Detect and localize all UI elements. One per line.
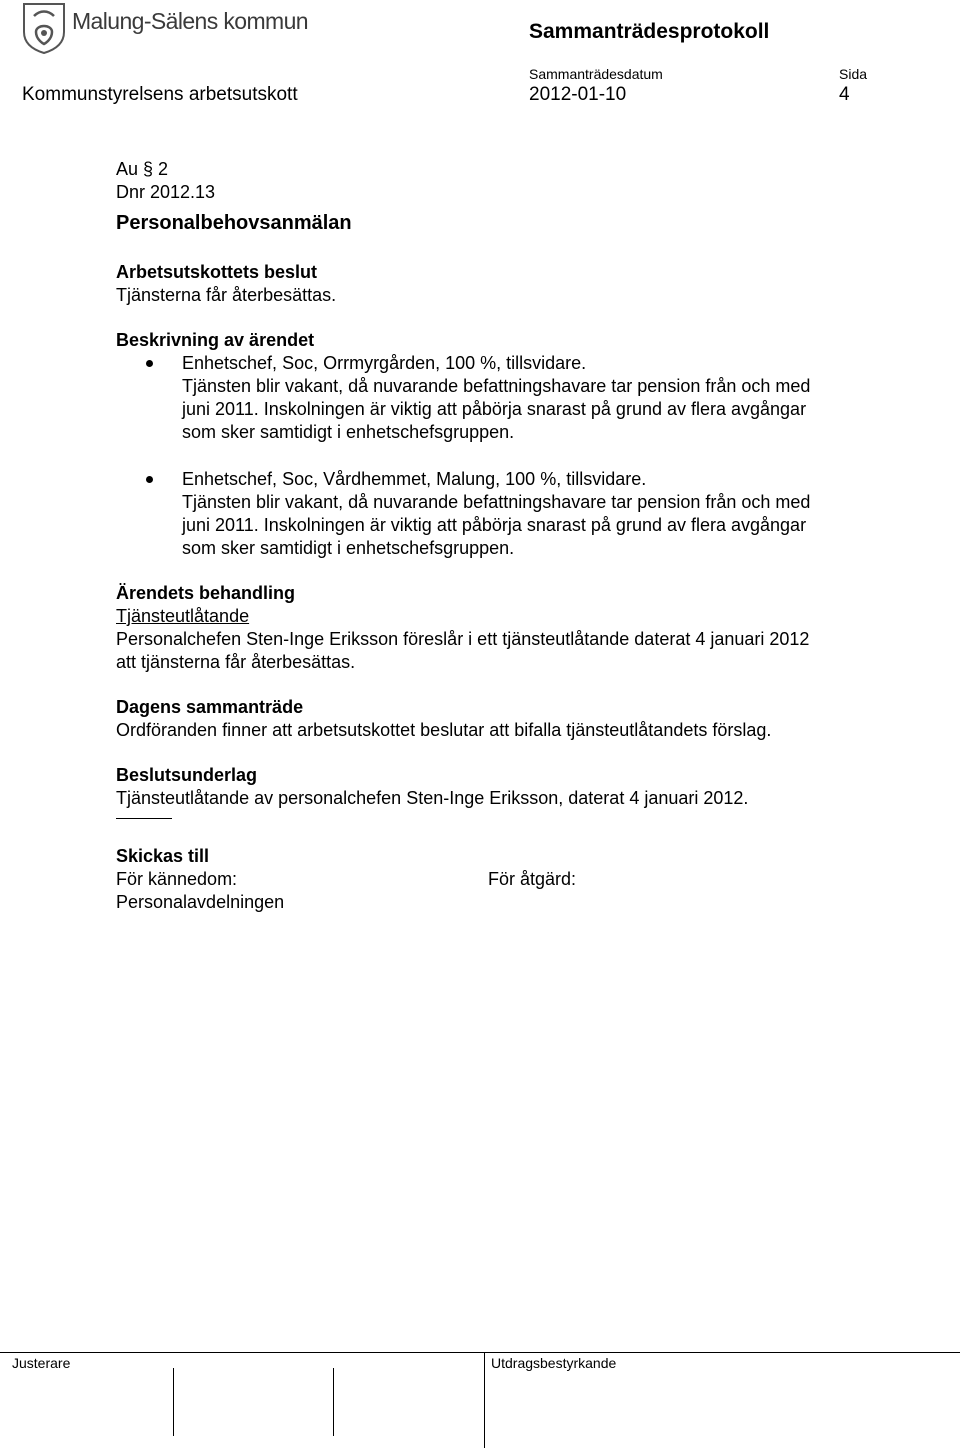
handling-heading: Ärendets behandling [116,583,296,603]
body-name: Kommunstyrelsens arbetsutskott [22,84,298,105]
org-name: Malung-Sälens kommun [72,8,309,34]
document-body [116,158,916,914]
description-heading: Beskrivning av ärendet [116,330,315,350]
page-number: 4 [839,84,850,105]
handling-text-line1: Personalchefen Sten-Inge Eriksson föreslår i ett tjänsteutlåtande daterat 4 januari 2012 [116,629,810,649]
meeting-date: 2012-01-10 [529,84,627,105]
case-title: Personalbehovsanmälan [116,212,352,234]
page-label: Sida [839,66,868,82]
footer-divider [0,1352,960,1353]
decision-heading: Arbetsutskottets beslut [116,262,318,282]
action-label: För åtgärd: [488,869,577,889]
recipient: Personalavdelningen [116,892,285,912]
date-label: Sammanträdesdatum [529,66,663,82]
basis-text: Tjänsteutlåtande av personalchefen Sten-Inge Eriksson, daterat 4 januari 2012. [116,788,749,808]
municipality-logo-icon [22,2,66,54]
list-item: Enhetschef, Soc, Orrmyrgården, 100 %, tillsvidare. Tjänsten blir vakant, då nuvarande befattningshavare tar pension från och med juni 2011. Inskolningen är viktig att påbörja snarast på grund av flera avgångar som sker samtidigt i enhetschefsgruppen. [116,352,916,444]
adjusters-label: Justerare [12,1355,71,1371]
meeting-heading: Dagens sammanträde [116,697,304,717]
case-dnr: Dnr 2012.13 [116,182,216,202]
decision-text: Tjänsterna får återbesättas. [116,285,337,305]
signature-divider [333,1368,334,1436]
handling-subheading: Tjänsteutlåtande [116,606,250,626]
list-item: Enhetschef, Soc, Vårdhemmet, Malung, 100 %, tillsvidare. Tjänsten blir vakant, då nuvarande befattningshavare tar pension från och med juni 2011. Inskolningen är viktig att påbörja snarast på grund av flera avgångar som sker samtidigt i enhetschefsgruppen. [116,468,916,560]
document-title: Sammanträdesprotokoll [529,20,770,43]
meeting-text: Ordföranden finner att arbetsutskottet beslutar att bifalla tjänsteutlåtandets förslag. [116,720,772,740]
certifier-label: Utdragsbestyrkande [491,1355,617,1371]
signature-divider [484,1352,485,1448]
sendto-labels [116,868,916,891]
sendto-heading: Skickas till [116,846,210,866]
case-number: Au § 2 [116,159,169,179]
description-list [116,352,916,560]
handling-text-line2: att tjänsterna får återbesättas. [116,652,356,672]
bullet-icon [146,476,153,483]
basis-heading: Beslutsunderlag [116,765,258,785]
bullet-icon [146,360,153,367]
info-label: För kännedom: [116,869,238,889]
signature-divider [173,1368,174,1436]
